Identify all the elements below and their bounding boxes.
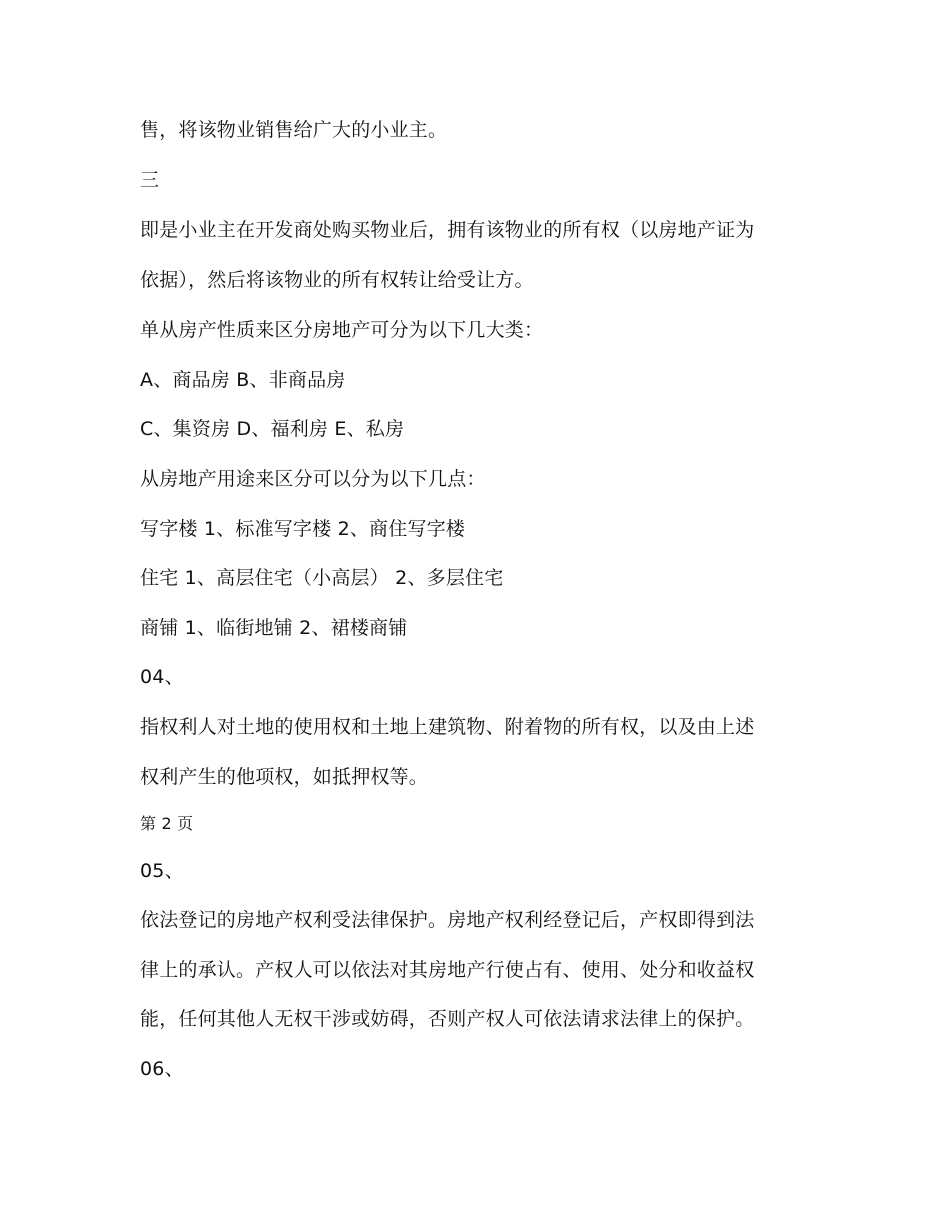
section-heading: 06、	[140, 1058, 184, 1080]
list-item: 商铺 1、临街地铺 2、裙楼商铺	[140, 617, 408, 639]
text-line: 单从房产性质来区分房地产可分为以下几大类：	[140, 319, 544, 341]
text-line: 能，任何其他人无权干涉或妨碍，否则产权人可依法请求法律上的保护。	[140, 1008, 755, 1030]
text-line: 律上的承认。产权人可以依法对其房地产行使占有、使用、处分和收益权	[140, 959, 755, 981]
section-heading: 三	[140, 169, 160, 191]
text-line: 依法登记的房地产权利受法律保护。房地产权利经登记后，产权即得到法	[140, 909, 755, 931]
list-item: 住宅 1、高层住宅（小高层） 2、多层住宅	[140, 567, 504, 589]
list-item: C、集资房 D、福利房 E、私房	[140, 418, 405, 440]
list-item: A、商品房 B、非商品房	[140, 369, 346, 391]
text-line: 售，将该物业销售给广大的小业主。	[140, 119, 448, 141]
text-line: 指权利人对土地的使用权和土地上建筑物、附着物的所有权，以及由上述	[140, 716, 755, 738]
text-line: 权利产生的他项权，如抵押权等。	[140, 766, 429, 788]
text-line: 从房地产用途来区分可以分为以下几点：	[140, 468, 486, 490]
text-line: 依据），然后将该物业的所有权转让给受让方。	[140, 269, 534, 291]
text-line: 即是小业主在开发商处购买物业后，拥有该物业的所有权（以房地产证为	[140, 219, 755, 241]
section-heading: 05、	[140, 860, 184, 882]
page-number: 第 2 页	[140, 814, 194, 833]
list-item: 写字楼 1、标准写字楼 2、商住写字楼	[140, 518, 466, 540]
section-heading: 04、	[140, 666, 184, 688]
